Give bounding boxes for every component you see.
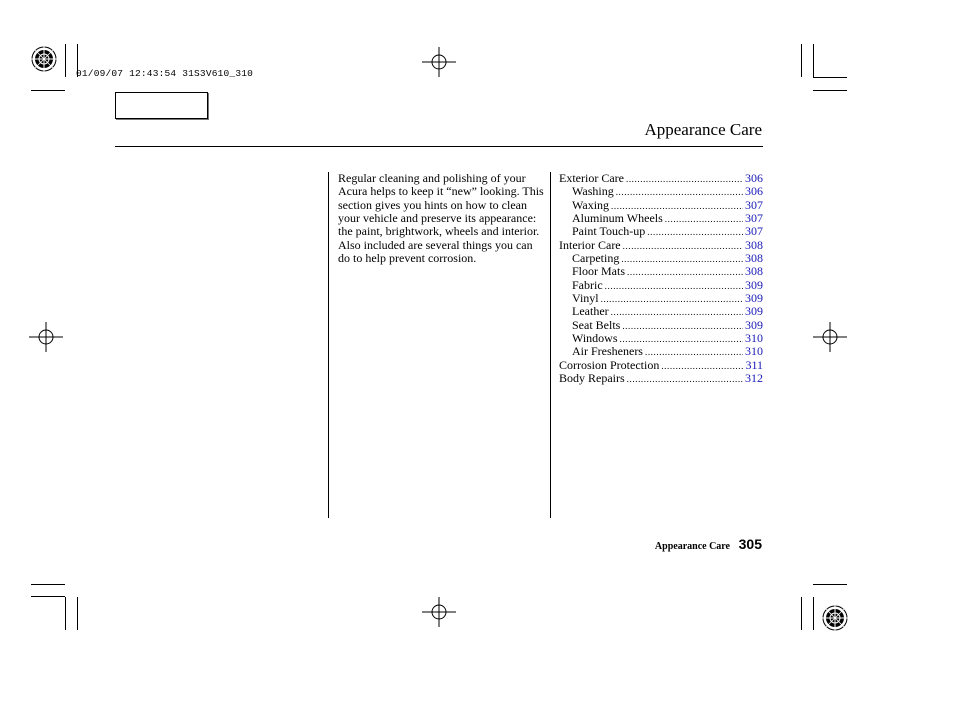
registration-target-icon bbox=[30, 45, 58, 73]
toc-entry[interactable] bbox=[559, 345, 763, 358]
toc-dot-leader bbox=[616, 186, 743, 199]
toc-page-link[interactable]: 311 bbox=[745, 357, 763, 372]
toc-page-link[interactable]: 307 bbox=[745, 224, 763, 239]
page-number: 305 bbox=[738, 536, 762, 552]
toc-entry-label: Interior Care bbox=[559, 237, 621, 252]
toc-entry-label: Leather bbox=[572, 304, 609, 319]
toc-dot-leader bbox=[605, 280, 743, 293]
toc-dot-leader bbox=[665, 213, 743, 226]
footer-section-label: Appearance Care bbox=[654, 541, 730, 552]
toc-page-link[interactable]: 308 bbox=[745, 264, 763, 279]
toc-page-link[interactable]: 307 bbox=[745, 197, 763, 212]
toc-page-link[interactable]: 308 bbox=[745, 237, 763, 252]
toc-entry-label: Washing bbox=[572, 184, 614, 199]
crop-mark-icon bbox=[801, 44, 802, 77]
toc-entry[interactable] bbox=[559, 319, 763, 332]
toc-dot-leader bbox=[611, 306, 743, 319]
toc-entry[interactable] bbox=[559, 172, 763, 185]
toc-entry-label: Corrosion Protection bbox=[559, 357, 660, 372]
crop-mark-icon bbox=[813, 77, 847, 78]
toc-page-link[interactable]: 307 bbox=[745, 211, 763, 226]
toc-page-link[interactable]: 310 bbox=[745, 331, 763, 346]
toc-entry[interactable] bbox=[559, 225, 763, 238]
column-divider-left bbox=[328, 172, 329, 518]
crosshair-icon bbox=[422, 597, 456, 627]
toc-entry-label: Waxing bbox=[572, 197, 610, 212]
crop-mark-icon bbox=[801, 597, 802, 630]
toc-dot-leader bbox=[623, 240, 743, 253]
toc-entry[interactable] bbox=[559, 239, 763, 252]
column-divider-right bbox=[550, 172, 551, 518]
toc-entry[interactable] bbox=[559, 212, 763, 225]
title-divider bbox=[115, 146, 763, 147]
toc-entry[interactable] bbox=[559, 185, 763, 198]
toc-page-link[interactable]: 312 bbox=[745, 371, 763, 386]
toc-dot-leader bbox=[627, 373, 743, 386]
toc-page-link[interactable]: 309 bbox=[745, 304, 763, 319]
print-stamp: 01/09/07 12:43:54 31S3V610_310 bbox=[76, 68, 254, 79]
crop-mark-icon bbox=[813, 597, 814, 630]
toc-entry-label: Carpeting bbox=[572, 251, 620, 266]
toc-page-link[interactable]: 308 bbox=[745, 251, 763, 266]
toc-page-link[interactable]: 306 bbox=[745, 171, 763, 185]
toc-entry-label: Vinyl bbox=[572, 291, 599, 306]
crop-mark-icon bbox=[65, 597, 66, 630]
table-of-contents bbox=[559, 172, 763, 386]
toc-dot-leader bbox=[621, 253, 743, 266]
toc-dot-leader bbox=[627, 266, 743, 279]
crop-mark-icon bbox=[65, 44, 66, 77]
toc-entry[interactable] bbox=[559, 265, 763, 278]
page-title: Appearance Care bbox=[644, 120, 762, 139]
toc-entry[interactable] bbox=[559, 279, 763, 292]
crosshair-icon bbox=[813, 322, 847, 352]
toc-dot-leader bbox=[601, 293, 743, 306]
toc-dot-leader bbox=[647, 226, 743, 239]
registration-target-icon bbox=[821, 604, 849, 632]
toc-entry[interactable] bbox=[559, 332, 763, 345]
toc-dot-leader bbox=[645, 346, 743, 359]
toc-entry-label: Air Fresheners bbox=[572, 344, 643, 359]
crop-mark-icon bbox=[813, 90, 847, 91]
toc-entry[interactable] bbox=[559, 292, 763, 305]
toc-page-link[interactable]: 306 bbox=[745, 184, 763, 199]
toc-entry-label: Seat Belts bbox=[572, 317, 621, 332]
toc-entry-label: Windows bbox=[572, 331, 618, 346]
toc-entry-label: Exterior Care bbox=[559, 171, 624, 185]
toc-entry[interactable] bbox=[559, 359, 763, 372]
toc-entry-label: Paint Touch-up bbox=[572, 224, 646, 239]
crop-mark-icon bbox=[813, 584, 847, 585]
toc-entry-label: Aluminum Wheels bbox=[572, 211, 663, 226]
toc-entry-label: Fabric bbox=[572, 277, 603, 292]
crop-mark-icon bbox=[813, 44, 814, 77]
toc-page-link[interactable]: 309 bbox=[745, 317, 763, 332]
toc-entry-label: Floor Mats bbox=[572, 264, 626, 279]
crop-mark-icon bbox=[31, 596, 65, 597]
section-tab-box bbox=[115, 92, 208, 119]
toc-page-link[interactable]: 309 bbox=[745, 277, 763, 292]
crosshair-icon bbox=[29, 322, 63, 352]
crosshair-icon bbox=[422, 47, 456, 77]
toc-dot-leader bbox=[626, 173, 743, 186]
toc-page-link[interactable]: 309 bbox=[745, 291, 763, 306]
crop-mark-icon bbox=[31, 90, 65, 91]
toc-dot-leader bbox=[661, 360, 743, 373]
crop-mark-icon bbox=[77, 597, 78, 630]
toc-entry-label: Body Repairs bbox=[559, 371, 625, 386]
toc-entry[interactable] bbox=[559, 372, 763, 385]
crop-mark-icon bbox=[31, 584, 65, 585]
toc-dot-leader bbox=[622, 320, 743, 333]
toc-entry[interactable] bbox=[559, 199, 763, 212]
toc-page-link[interactable]: 310 bbox=[745, 344, 763, 359]
toc-entry[interactable] bbox=[559, 305, 763, 318]
toc-entry[interactable] bbox=[559, 252, 763, 265]
intro-paragraph: Regular cleaning and polishing of your Acura helps to keep it “new” looking. This section gives you hints on how to clean your vehicle and preserve its appearance: the paint, brightwork, wheels and interior. Also included are several things you can do to help prevent corrosion. bbox=[338, 171, 544, 266]
